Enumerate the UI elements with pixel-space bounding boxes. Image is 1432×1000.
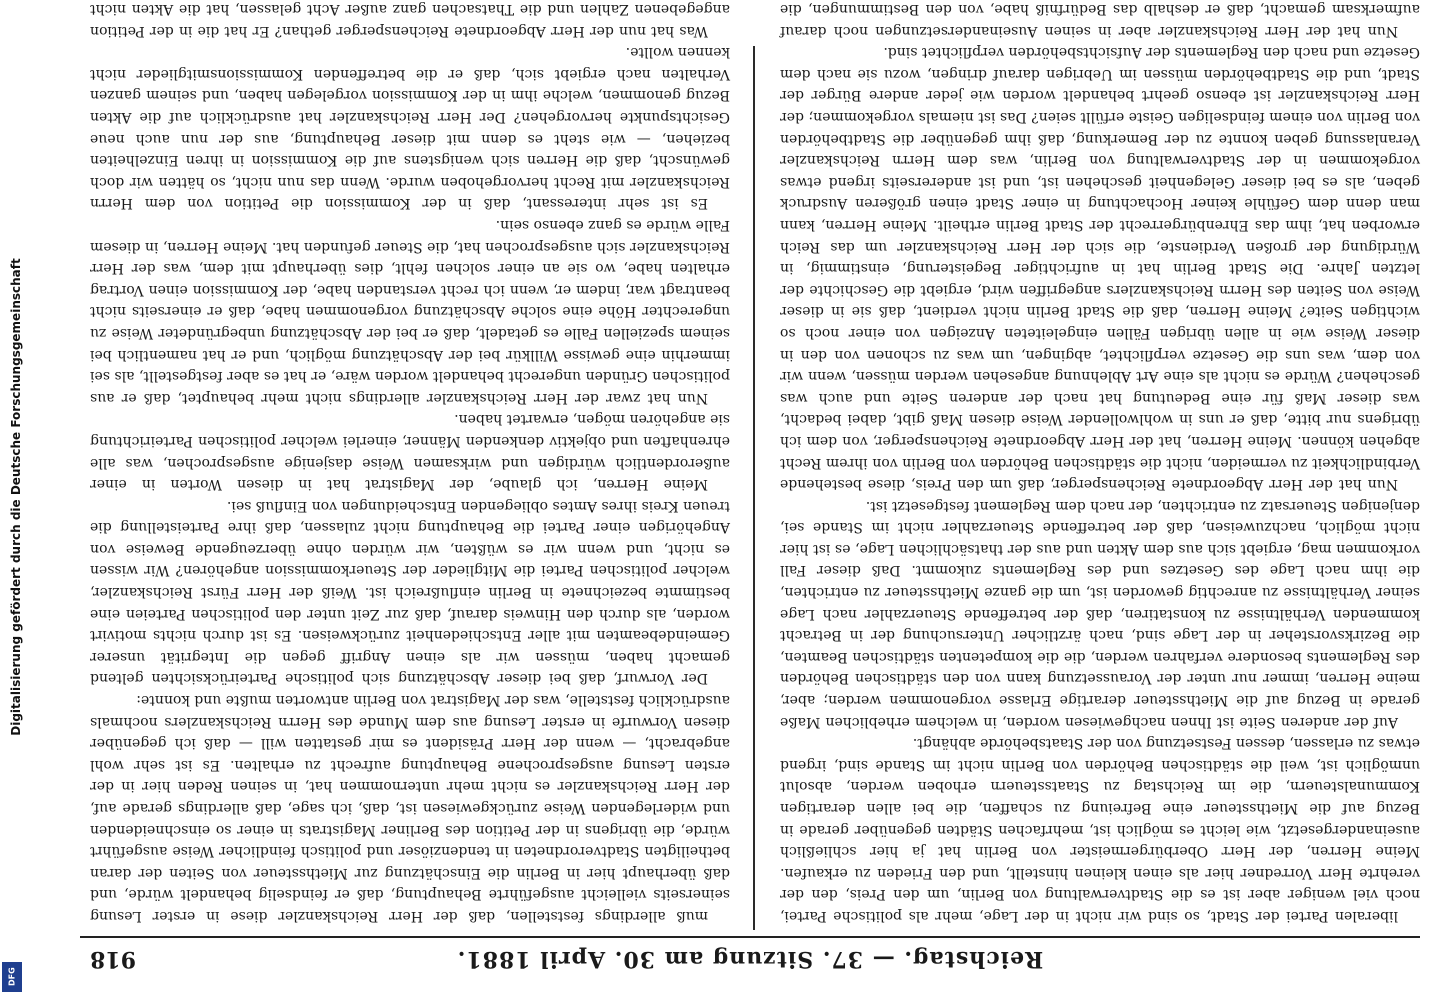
page-title: Reichstag. — 37. Sitzung am 30. April 1881.	[456, 946, 1044, 972]
scanned-page	[80, 1, 1420, 978]
paragraph: liberalen Partei der Stadt, so sind wir nicht in der Lage, mehr als politische Partei, noch viel weniger aber ist es die Stadtverwaltung von Berlin, um den Preis, den der verehrte Herr Vorredner hier als einen kleinen hinstellt, und den Frieden zu erkaufen. Meine Herren, der Herr Oberbürgermeister von Berlin hat ja hier schließlich auseinandergesetzt, wie leicht es möglich ist, mehrfachen Städten gegenüber gerade in Bezug auf die Miethssteuer eine Befreiung zu schaffen, die bei allen derartigen Kommunalsteuern, die im Reichstag zu Staatssteuern erhoben werden, absolut unmöglich ist, weil die städtischen Behörden von Berlin nicht im Stande sind, irgend etwas zu erlassen, dessen Festsetzung von der Staatsbehörde abhängt.	[780, 735, 1420, 924]
column-divider	[753, 46, 755, 930]
paragraph: Nun hat der Herr Reichskanzler aber in seinen Auseinandersetzungen noch darauf aufmerksam gemacht, daß er deshalb das Bedürfniß habe, von den Bestimmungen, die	[780, 1, 1420, 39]
left-column	[780, 1, 1420, 926]
paragraph: Meine Herren, ich glaube, der Magistrat hat in diesen Worten in einer außerordentlich würdigen und wirksamen Weise dasjenige ausgesprochen, was alle ehrenhaften und objektiv denkenden Männer, einerlei welcher politischen Parteirichtung sie angehören mögen, erwartet haben.	[90, 411, 730, 493]
paragraph: Nun hat zwar der Herr Reichskanzler allerdings nicht mehr behauptet, daß er aus politischen Gründen ungerecht behandelt worden wäre, er hat es aber festgestellt, als sei immerhin eine gewisse Willkür bei der Abschätzung möglich, und er hat namentlich bei seinem speziellen Falle es getadelt, daß er bei der Abschätzung unbegründeter Weise zu ungerechter Höhe eine solche Abschätzung vorgenommen habe, daß er einerseits nicht beantragt war, indem er, wenn ich recht verstanden habe, der Kommission einen Vortrag erhalten habe, wo sie an einer solchen fehlt, dies überhaupt mit dem, was der Herr Reichskanzler sich ausgesprochen hat, die Steuer gefunden hat. Meine Herren, in diesem Falle würde es ganz ebenso sein.	[90, 217, 730, 406]
right-column	[90, 1, 730, 926]
paragraph: Nun hat der Herr Abgeordnete Reichensperger, daß um den Preis, diese bestehende Verbindlichkeit zu vermeiden, nicht die städtischen Behörden von Berlin von ihrem Recht abgehen können. Meine Herren, hat der Herr Abgeordnete Reichensperger, von dem ich übrigens nur bitte, daß er uns in wohlwollender Weise diesen Maß gibt, dabei bedacht, was dieser Maß für eine Bedeutung hat nach der anderen Seite und auch was geschehen? Würde es nicht als eine Art Ablehnung angesehen werden müssen, wenn wir von dem, was uns die Gesetze verpflichtet, abgingen, um was zu schonen von den in dieser Weise wie in allen übrigen Fällen eingeleiteten Anzeigen von einer noch so wichtigen Seite? Meine Herren, daß die Stadt Berlin nicht verdient, daß sie in dieser Weise von Seiten des Herrn Reichskanzlers angegriffen wird, ergiebt die Geschichte der letzten Jahre. Die Stadt Berlin hat in aufrichtiger Begeisterung, einstimmig, in Würdigung der großen Verdienste, die sich der Herr Reichskanzler um das Reich erworben hat, ihm das Ehrenbürgerrecht der Stadt Berlin ertheilt. Meine Herren, kann man denn dem Gefühle keiner Hochachtung in einer Stadt einen größeren Ausdruck geben, als es bei dieser Gelegenheit geschehen ist, und ist andererseits irgend etwas vorgekommen in der Stadtverwaltung von Berlin, was dem Herrn Reichskanzler Veranlassung geben konnte zu der Bemerkung, daß ihm gegenüber die Stadtbehörden von Berlin von einem feindseligen Geiste erfüllt seien? Das ist niemals vorgekommen; der Herr Reichskanzler ist ebenso geehrt behandelt worden wie jeder andere Bürger der Stadt, und die Stadtbehörden müssen im Uebrigen darauf dringen, wozu sie nach dem Gesetze und nach den Reglements der Aufsichtsbehörden verpflichtet sind.	[780, 44, 1420, 493]
page-number: 918	[90, 946, 136, 972]
paragraph: muß allerdings feststellen, daß der Herr Reichskanzler diese in erster Lesung seinerseits vielleicht ausgeführte Behauptung, daß er feindselig behandelt würde, und daß überhaupt hier in Berlin die Einschätzung zur Miethssteuer von Seiten der daran betheiligten Stadtverordneten in tendenziöser und politisch feindlicher Weise ausgeführt würde, die übrigens in der Petition des Berliner Magistrats in einer so einschneidenden und widerlegenden Weise zurückgewiesen ist, daß, ich sage, daß allerdings gerade auf, der Herr Reichskanzler es nicht mehr unternommen hat, in seinen Reden hier in der ersten Lesung ausgesprochene Behauptung aufrecht zu erhalten. Es ist sehr wohl angebracht, — wenn der Herr Präsident es mir gestatten will — daß ich gegenüber diesen Vorwurfe in erster Lesung aus dem Munde des Herrn Reichskanzlers nochmals ausdrücklich feststelle, was der Magistrat von Berlin antworten mußte und konnte:	[90, 692, 730, 924]
dfg-credit	[6, 30, 24, 970]
dfg-logo-icon: DFG	[2, 962, 22, 992]
paragraph: Der Vorwurf, daß bei dieser Abschätzung sich politische Parteirücksichten geltend gemacht haben, müssen wir als einen Angriff gegen die Integrität unserer Gemeindebeamten mit aller Entschiedenheit zurückweisen. Es ist durch nichts motivirt worden, als durch den Hinweis darauf, daß zur Zeit unter den politischen Parteien eine bestimmte bezeichnete in Berlin einflußreich ist. Weiß der Herr Fürst Reichskanzler, welcher politischen Partei die Mitglieder der Steuerkommission angehören? Wir wissen es nicht, und wenn wir es wüßten, wir würden ohne überzeugende Beweise von Angehörigen einer Partei die Behauptung nicht zulassen, daß ihre Parteistellung die treuen Kreis ihres Amtes obliegenden Entscheidungen von Einfluß sei.	[90, 497, 730, 687]
paragraph: Auf der anderen Seite ist Ihnen nachgewiesen worden, in welchem erheblichen Maße gerade in Bezug auf die Miethssteuer derartige Erlasse vorgenommen werden; aber, meine Herren, immer nur unter der Voraussetzung kann von den städtischen Behörden des Reglements besondere verfahren werden, die die kompetenten städtischen Beamten, die Bezirksvorsteher in der Lage sind, nach ärztlicher Untersuchung der in Betracht kommenden Verhältnisse zu konstatiren, daß der betreffende Steuerzahler nach Lage seiner Verhältnisse zu anrechtig geworden ist, um die ganze Miethssteuer zu entrichten, die ihm nach Lage des Gesetzes und des Reglements zukommt. Daß dieser Fall vorkommen mag, ergiebt sich aus dem Akten und aus der thatsächlichen Lage, es ist hier nicht möglich, nachzuweisen, daß der betreffende Steuerzahler nicht im Stande sei, denjenigen Steuersatz zu entrichten, der nach dem Reglement festgesetzt ist.	[780, 497, 1420, 730]
page-header	[80, 936, 1420, 978]
paragraph: Es ist sehr interessant, daß in der Kommission die Petition von dem Herrn Reichskanzler mit Recht hervorgehoben wurde. Wenn das nun nicht, so hätten wir doch gewünscht, daß die Herren sich wenigstens auf die Kommission in ihren Einzelheiten beziehen, — wie steht es denn mit dieser Behauptung, aus der nun auch neue Gesichtspunkte hervorgehen? Der Herr Reichskanzler hat ausdrücklich auf die Akten Bezug genommen, welche ihm in der Kommission vorgelegen haben, und seinem ganzen Verhalten nach ergiebt sich, daß er die betreffenden Kommissionsmitglieder nicht kennen wollte.	[90, 44, 730, 212]
dfg-credit-text: Digitalisierung gefördert durch die Deutsche Forschungsgemeinschaft	[9, 258, 23, 736]
paragraph: Was hat nun der Herr Abgeordnete Reichensperger gethan? Er hat die in der Petition angegebenen Zahlen und die Thatsachen ganz außer Acht gelassen, hat die Akten nicht	[90, 1, 730, 39]
